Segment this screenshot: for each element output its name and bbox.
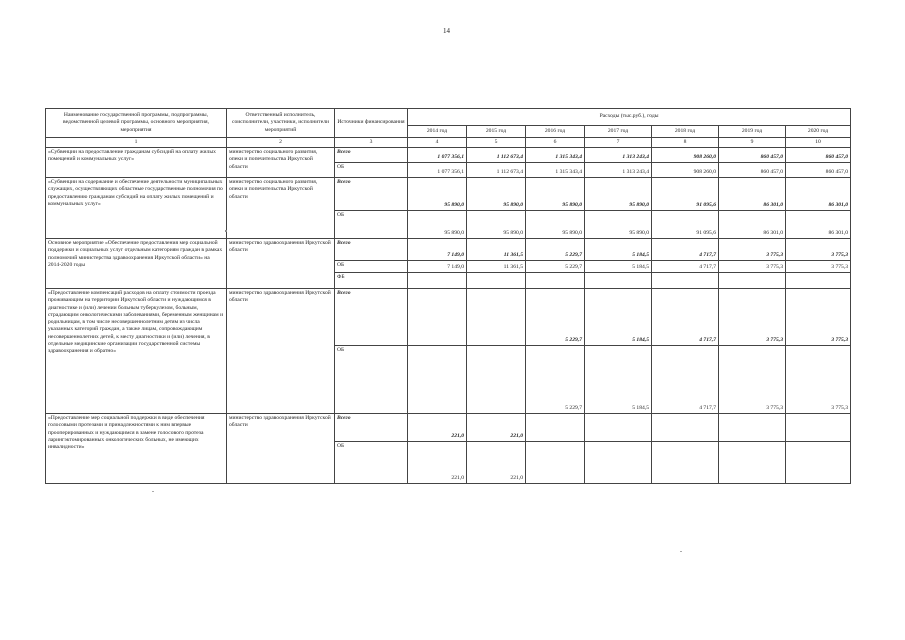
program-name: «Субвенции на предоставление гражданам субсидий на оплату жилых помещений и коммунальных услуг»	[46, 148, 227, 178]
value-cell	[652, 442, 719, 484]
program-name: «Предоставление компенсаций расходов на оплату стоимости проезда проживающим на территории Иркутской области и нуждающимся в диагностике и (или) лечении больным туберкулезом, больным, страдающим онкологическими заболеваниями, беременным женщинам и родильницам, в том числе несовершеннолетним детям из числа указанных категорий граждан, а также лицам, сопровождающим несовершеннолетних детей, к месту диагностики и (или) лечения, в отдельные медицинские организации государственной системы здравоохранения и обратно»	[46, 289, 227, 414]
value-cell	[786, 442, 851, 484]
value-cell: 3 775,3	[719, 261, 786, 273]
index-cell: 7	[585, 138, 652, 148]
index-cell: 5	[467, 138, 526, 148]
source-total: Всего	[335, 289, 408, 346]
value-cell: 91 095,6	[652, 178, 719, 211]
value-cell	[526, 273, 585, 289]
value-cell: 3 775,3	[786, 346, 851, 414]
source-federal: ФБ	[335, 273, 408, 289]
value-cell: 11 361,5	[467, 261, 526, 273]
value-cell: 1 112 673,4	[467, 163, 526, 178]
scan-speck	[680, 551, 682, 552]
value-cell: 95 890,0	[408, 178, 467, 211]
index-cell: 9	[719, 138, 786, 148]
value-cell: 3 775,3	[719, 239, 786, 261]
value-cell: 4 717,7	[652, 346, 719, 414]
value-cell: 5 184,5	[585, 261, 652, 273]
value-cell: 1 315 343,4	[526, 163, 585, 178]
year-header: 2020 год	[786, 126, 851, 138]
value-cell: 1 077 356,1	[408, 148, 467, 163]
year-header: 2016 год	[526, 126, 585, 138]
value-cell: 1 077 356,1	[408, 163, 467, 178]
value-cell	[786, 273, 851, 289]
value-cell: 3 775,3	[719, 289, 786, 346]
value-cell	[408, 346, 467, 414]
value-cell: 860 457,0	[786, 163, 851, 178]
value-cell	[719, 414, 786, 442]
index-cell: 6	[526, 138, 585, 148]
table-row	[46, 289, 851, 346]
source-regional: ОБ	[335, 163, 408, 178]
value-cell: 7 149,0	[408, 261, 467, 273]
value-cell	[652, 273, 719, 289]
year-header: 2015 год	[467, 126, 526, 138]
value-cell	[719, 273, 786, 289]
value-cell	[408, 273, 467, 289]
table-row	[46, 414, 851, 442]
scan-speck	[152, 491, 154, 492]
value-cell	[408, 289, 467, 346]
value-cell	[719, 442, 786, 484]
value-cell: 5 184,5	[585, 239, 652, 261]
program-name: Основное мероприятие «Обеспечение предоставления мер социальной поддержки и социальных услуг отдельным категориям граждан в рамках полномочий министерства здравоохранения Иркутской области» на 2014-2020 годы	[46, 239, 227, 289]
index-cell: 8	[652, 138, 719, 148]
value-cell: 1 112 673,4	[467, 148, 526, 163]
value-cell: 5 229,7	[526, 239, 585, 261]
value-cell: 86 301,0	[719, 211, 786, 239]
value-cell: 3 775,3	[786, 239, 851, 261]
value-cell	[585, 273, 652, 289]
responsible-executor: министерство здравоохранения Иркутской области	[227, 414, 335, 484]
value-cell: 3 775,3	[786, 261, 851, 273]
value-cell	[467, 289, 526, 346]
value-cell	[526, 414, 585, 442]
source-regional: ОБ	[335, 211, 408, 239]
program-name: «Предоставление мер социальной поддержки в виде обеспечения голосовыми протезами и принадлежностями к ним впервые прооперированных и нуждающимся в замене голосового протеза ларингэктомированных онкологических больных, не имеющих инвалидности»	[46, 414, 227, 484]
value-cell: 860 457,0	[719, 148, 786, 163]
index-cell: 2	[227, 138, 335, 148]
value-cell	[585, 442, 652, 484]
value-cell: 95 890,0	[585, 178, 652, 211]
scan-speck	[225, 230, 227, 232]
value-cell: 4 717,7	[652, 289, 719, 346]
responsible-executor: министерство социального развития, опеки и попечительства Иркутской области	[227, 148, 335, 178]
index-cell: 4	[408, 138, 467, 148]
year-header: 2018 год	[652, 126, 719, 138]
responsible-executor: министерство социального развития, опеки и попечительства Иркутской области	[227, 178, 335, 239]
budget-table	[45, 108, 851, 484]
value-cell: 95 890,0	[467, 178, 526, 211]
value-cell: 3 775,3	[719, 346, 786, 414]
value-cell: 908 260,0	[652, 163, 719, 178]
header-source: Источники финансирования	[335, 109, 408, 138]
value-cell: 3 775,3	[786, 289, 851, 346]
value-cell: 5 229,7	[526, 346, 585, 414]
value-cell: 4 717,7	[652, 261, 719, 273]
value-cell: 5 184,5	[585, 289, 652, 346]
source-regional: ОБ	[335, 346, 408, 414]
value-cell: 5 229,7	[526, 261, 585, 273]
table-row	[46, 178, 851, 211]
program-name: «Субвенции на содержание и обеспечение деятельности муниципальных служащих, осуществляющих областные государственные полномочия по предоставлению гражданам субсидий на оплату жилых помещений и коммунальных услуг»	[46, 178, 227, 239]
source-total: Всего	[335, 414, 408, 442]
value-cell: 7 149,0	[408, 239, 467, 261]
value-cell	[652, 414, 719, 442]
year-header: 2017 год	[585, 126, 652, 138]
responsible-executor: министерство здравоохранения Иркутской области	[227, 289, 335, 414]
source-regional: ОБ	[335, 442, 408, 484]
source-total: Всего	[335, 148, 408, 163]
value-cell: 221,0	[408, 442, 467, 484]
value-cell: 1 313 243,4	[585, 148, 652, 163]
value-cell: 5 229,7	[526, 289, 585, 346]
index-cell: 3	[335, 138, 408, 148]
value-cell: 86 301,0	[719, 178, 786, 211]
year-header: 2014 год	[408, 126, 467, 138]
year-header: 2019 год	[719, 126, 786, 138]
value-cell: 860 457,0	[786, 148, 851, 163]
value-cell: 86 301,0	[786, 178, 851, 211]
value-cell: 860 457,0	[719, 163, 786, 178]
responsible-executor: министерство здравоохранения Иркутской области	[227, 239, 335, 289]
header-name: Наименование государственной программы, подпрограммы, ведомственной целевой программы, основного мероприятия, мероприятия	[46, 109, 227, 138]
value-cell: 1 313 243,4	[585, 163, 652, 178]
source-total: Всего	[335, 239, 408, 261]
value-cell: 1 315 343,4	[526, 148, 585, 163]
source-regional: ОБ	[335, 261, 408, 273]
value-cell: 11 361,5	[467, 239, 526, 261]
value-cell	[467, 346, 526, 414]
value-cell: 91 095,6	[652, 211, 719, 239]
value-cell: 221,0	[408, 414, 467, 442]
value-cell: 221,0	[467, 442, 526, 484]
value-cell: 221,0	[467, 414, 526, 442]
value-cell	[467, 273, 526, 289]
value-cell: 5 184,5	[585, 346, 652, 414]
value-cell: 86 301,0	[786, 211, 851, 239]
value-cell: 908 260,0	[652, 148, 719, 163]
value-cell: 95 890,0	[467, 211, 526, 239]
page-number: 14	[443, 27, 450, 35]
value-cell	[585, 414, 652, 442]
value-cell: 95 890,0	[408, 211, 467, 239]
header-expenses: Расходы (тыс.руб.), годы	[408, 109, 851, 126]
index-cell: 1	[46, 138, 227, 148]
index-cell: 10	[786, 138, 851, 148]
value-cell	[526, 442, 585, 484]
table-row	[46, 239, 851, 261]
table-row	[46, 148, 851, 163]
header-responsible: Ответственный исполнитель, соисполнители, участники, исполнители мероприятий	[227, 109, 335, 138]
value-cell: 95 890,0	[526, 211, 585, 239]
value-cell: 95 890,0	[526, 178, 585, 211]
value-cell	[786, 414, 851, 442]
value-cell: 4 717,7	[652, 239, 719, 261]
source-total: Всего	[335, 178, 408, 211]
value-cell: 95 890,0	[585, 211, 652, 239]
